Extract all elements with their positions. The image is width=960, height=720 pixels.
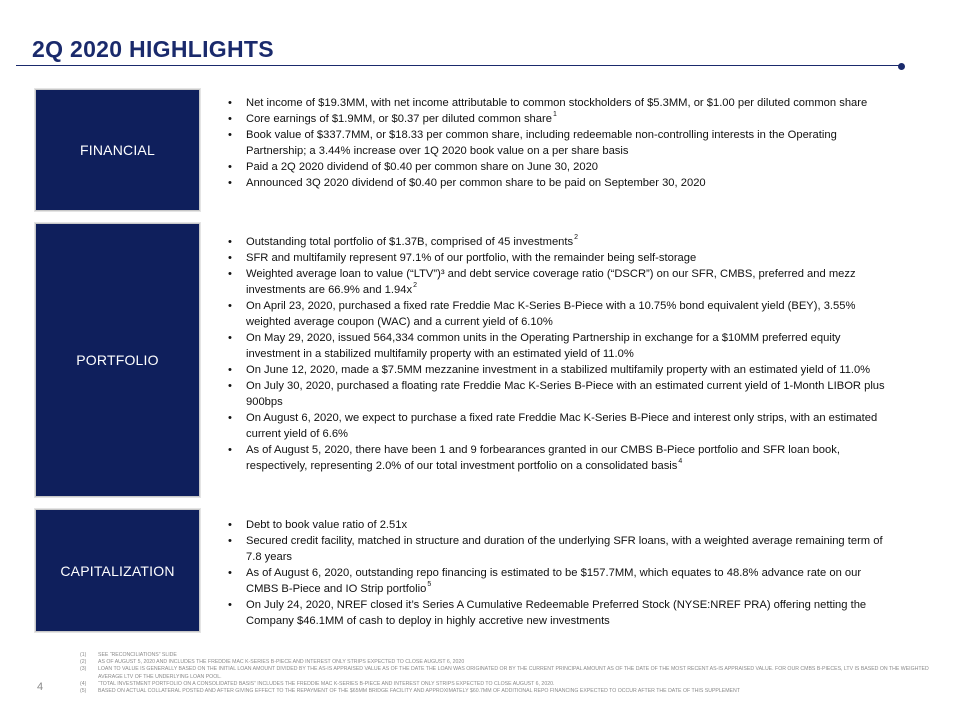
portfolio-bullet-list: [228, 234, 888, 474]
bullet-item: • As of August 5, 2020, there have been 1 and 9 forbearances granted in our CMBS B-Piece portfolio and SFR loan book, respectively, representing 2.0% of our total investment portfolio on a consolidated basis$^4$: [228, 442, 888, 474]
section-label-portfolio: [35, 223, 200, 497]
footnote: (5) BASED ON ACTUAL COLLATERAL POSTED AND AFTER GIVING EFFECT TO THE REPAYMENT OF THE $65MM BRIDGE FACILITY AND APPROXIMATELY $60.7MM OF ADDITIONAL REPO FINANCING EXPECTED TO OCCUR AFTER THE DATE OF THIS SUPPLEMENT: [80, 688, 740, 695]
bullet-item: • On April 23, 2020, purchased a fixed rate Freddie Mac K-Series B-Piece with a 10.75% bond equivalent yield (BEY), 3.55% weighted average coupon (WAC) and a current yield of 6.10%: [228, 298, 888, 330]
title-divider-dot: [898, 63, 905, 70]
footnote: (1) SEE “RECONCILIATIONS” SLIDE: [80, 652, 177, 658]
bullet-item: • Net income of $19.3MM, with net income attributable to common stockholders of $5.3MM, or $1.00 per diluted common share: [228, 95, 888, 111]
page-title: 2Q 2020 HIGHLIGHTS: [32, 36, 274, 62]
section-label-text: PORTFOLIO: [76, 352, 159, 368]
footnote: (2) AS OF AUGUST 5, 2020 AND INCLUDES THE FREDDIE MAC K-SERIES B-PIECE AND INTEREST ONLY STRIPS EXPECTED TO CLOSE AUGUST 6, 2020: [80, 659, 465, 666]
bullet-item: • As of August 6, 2020, outstanding repo financing is estimated to be $157.7MM, which equates to 48.8% advance rate on our CMBS B-Piece and IO Strip portfolio$^5$: [228, 565, 888, 597]
bullet-item: • Core earnings of $1.9MM, or $0.37 per diluted common share$^1$: [228, 111, 888, 127]
bullet-item: • On June 12, 2020, made a $7.5MM mezzanine investment in a stabilized multifamily property with an estimated yield of 11.0%: [228, 362, 888, 378]
section-label-text: FINANCIAL: [80, 142, 155, 158]
bullet-item: • SFR and multifamily represent 97.1% of our portfolio, with the remainder being self-storage: [228, 250, 888, 266]
section-label-text: CAPITALIZATION: [60, 562, 175, 579]
bullet-item: • Weighted average loan to value (“LTV”)³ and debt service coverage ratio (“DSCR”) on our SFR, CMBS, preferred and mezz investments are 66.9% and $1.94x^2$: [228, 266, 888, 298]
capitalization-bullet-list: [228, 517, 888, 629]
bullet-item: • Book value of $337.7MM, or $18.33 per common share, including redeemable non-controlling interests in the Operating Partnership; a 3.44% increase over 1Q 2020 book value on a per share basis: [228, 127, 888, 159]
footnote: (4) “TOTAL INVESTMENT PORTFOLIO ON A CONSOLIDATED BASIS” INCLUDES THE FREDDIE MAC K-SERIES B-PIECE AND INTEREST ONLY STRIPS EXPECTED TO CLOSE AUGUST 6, 2020.: [80, 680, 555, 687]
bullet-item: • Secured credit facility, matched in structure and duration of the underlying SFR loans, with a weighted average remaining term of 7.8 years: [228, 533, 888, 565]
bullet-item: • On May 29, 2020, issued 564,334 common units in the Operating Partnership in exchange for a $10MM preferred equity investment in a stabilized multifamily property with an estimated yield of 11.0%: [228, 330, 888, 362]
footnotes: [80, 652, 930, 695]
page-number: 4: [37, 681, 44, 693]
bullet-item: • Paid a 2Q 2020 dividend of $0.40 per common share on June 30, 2020: [228, 159, 888, 175]
section-label-financial: [35, 89, 200, 211]
title-divider: [16, 65, 902, 66]
bullet-item: • On July 30, 2020, purchased a floating rate Freddie Mac K-Series B-Piece with an estimated current yield of 1-Month LIBOR plus 900bps: [228, 378, 888, 410]
bullet-item: • On August 6, 2020, we expect to purchase a fixed rate Freddie Mac K-Series B-Piece and interest only strips, with an estimated current yield of 6.6%: [228, 410, 888, 442]
section-label-capitalization: [35, 509, 200, 632]
footnote: (3) LOAN TO VALUE IS GENERALLY BASED ON THE INITIAL LOAN AMOUNT DIVIDED BY THE AS-IS APPRAISED VALUE AS OF THE DATE THE LOAN WAS ORIGINATED OR BY THE CURRENT PRINCIPAL AMOUNT AS OF THE DATE OF THE MOST RECENT AS-IS APPRAISED VALUE. FOR OUR CMBS B-PIECES, LTV IS BASED ON THE WEIGHTED AVERAGE LTV OF THE UNDERLYING LOAN POOL.: [80, 666, 929, 680]
financial-bullet-list: [228, 95, 888, 191]
bullet-item: • On July 24, 2020, NREF closed it’s Series A Cumulative Redeemable Preferred Stock (NYSE:NREF PRA) offering netting the Company $46.1MM of cash to deploy in highly accretive new investments: [228, 597, 888, 629]
bullet-item: • Outstanding total portfolio of $1.37B, comprised of 45 investments$^2$: [228, 234, 888, 250]
bullet-item: • Announced 3Q 2020 dividend of $0.40 per common share to be paid on September 30, 2020: [228, 175, 888, 191]
bullet-item: • Debt to book value ratio of 2.51x: [228, 517, 888, 533]
